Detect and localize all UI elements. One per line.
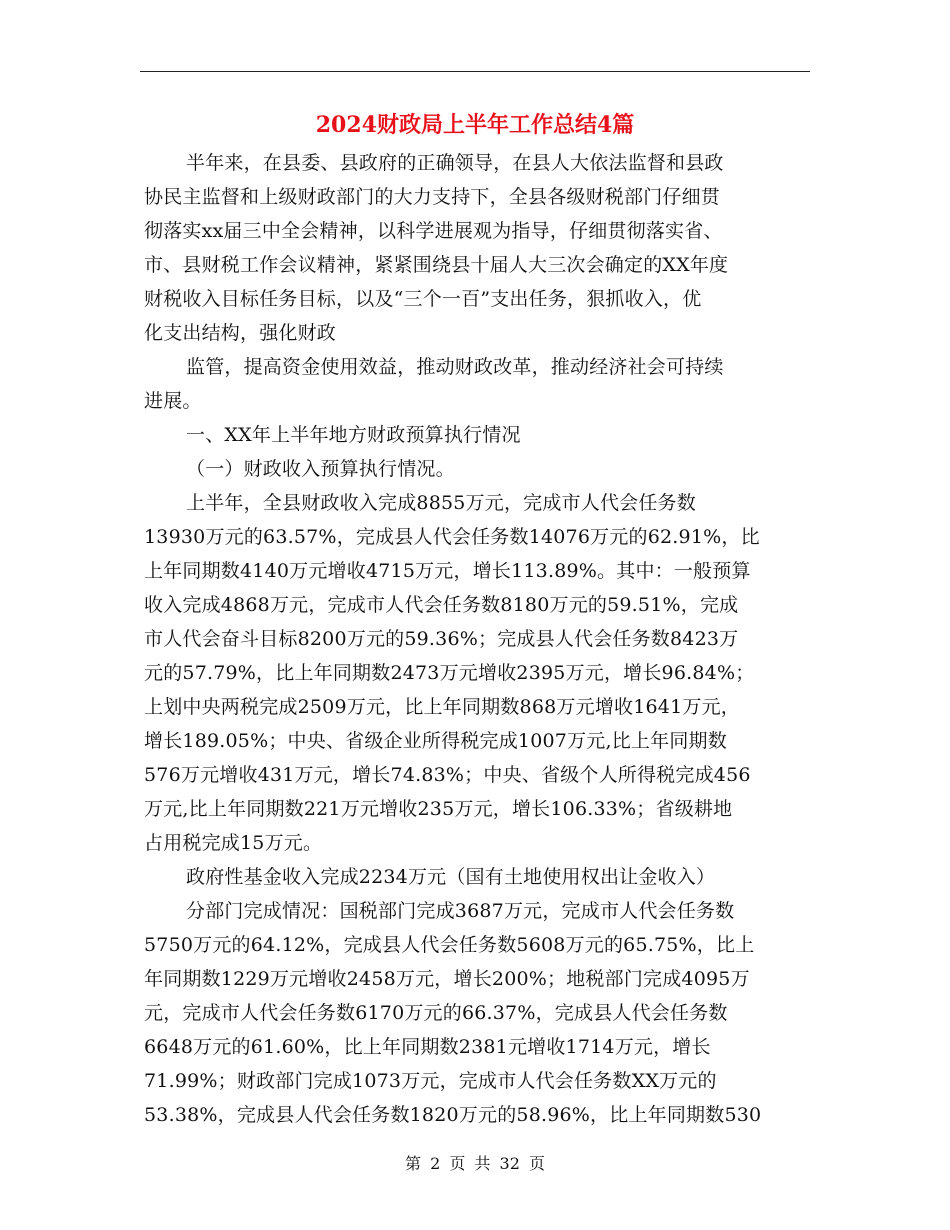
body-line: 53.38%，完成县人代会任务数1820万元的58.96%，比上年同期数530 (144, 1104, 762, 1126)
body-line: 上年同期数4140万元增收4715万元，增长113.89%。其中：一般预算 (144, 560, 751, 582)
section-heading: 一、XX年上半年地方财政预算执行情况 (186, 424, 521, 446)
body-line: 元的57.79%，比上年同期数2473万元增收2395万元，增长96.84%； (144, 662, 755, 684)
body-line: 13930万元的63.57%，完成县人代会任务数14076万元的62.91%，比 (144, 526, 760, 548)
body-line: 576万元增收431万元，增长74.83%；中央、省级个人所得税完成456 (144, 764, 751, 786)
body-line: 化支出结构，强化财政 (144, 322, 337, 344)
header-rule (140, 71, 810, 72)
body-line: 半年来，在县委、县政府的正确领导，在县人大依法监督和县政 (186, 152, 724, 174)
body-line: 万元,比上年同期数221万元增收235万元，增长106.33%；省级耕地 (144, 798, 733, 820)
body-line: 进展。 (144, 390, 202, 412)
body-line: 元，完成市人代会任务数6170万元的66.37%，完成县人代会任务数 (144, 1002, 728, 1024)
subsection-heading: （一）财政收入预算执行情况。 (186, 458, 455, 480)
body-line: 财税收入目标任务目标，以及“三个一百”支出任务，狠抓收入，优 (144, 288, 702, 310)
body-line: 5750万元的64.12%，完成县人代会任务数5608万元的65.75%，比上 (144, 934, 755, 956)
body-line: 上划中央两税完成2509万元，比上年同期数868万元增收1641万元， (144, 696, 740, 718)
document-title: 2024财政局上半年工作总结4篇 (315, 112, 635, 138)
body-line: 上半年，全县财政收入完成8855万元，完成市人代会任务数 (186, 492, 696, 514)
body-line: 增长189.05%；中央、省级企业所得税完成1007万元,比上年同期数 (144, 730, 727, 752)
body-line: 6648万元的61.60%，比上年同期数2381元增收1714万元，增长 (144, 1036, 711, 1058)
body-line: 协民主监督和上级财政部门的大力支持下，全县各级财税部门仔细贯 (144, 186, 721, 208)
body-line: 年同期数1229万元增收2458万元，增长200%；地税部门完成4095万 (144, 968, 750, 990)
body-line: 市人代会奋斗目标8200万元的59.36%；完成县人代会任务数8423万 (144, 628, 739, 650)
body-line: 分部门完成情况：国税部门完成3687万元，完成市人代会任务数 (186, 900, 735, 922)
body-line: 政府性基金收入完成2234万元（国有土地使用权出让金收入） (186, 866, 716, 888)
body-line: 监管，提高资金使用效益，推动财政改革，推动经济社会可持续 (186, 356, 724, 378)
body-line: 收入完成4868万元，完成市人代会任务数8180万元的59.51%，完成 (144, 594, 739, 616)
body-line: 71.99%；财政部门完成1073万元，完成市人代会任务数XX万元的 (144, 1070, 717, 1092)
body-line: 彻落实xx届三中全会精神，以科学进展观为指导，仔细贯彻落实省、 (144, 220, 723, 242)
page-number: 第 2 页 共 32 页 (405, 1154, 545, 1173)
body-line: 占用税完成15万元。 (144, 832, 323, 854)
body-line: 市、县财税工作会议精神，紧紧围绕县十届人大三次会确定的XX年度 (144, 254, 729, 276)
